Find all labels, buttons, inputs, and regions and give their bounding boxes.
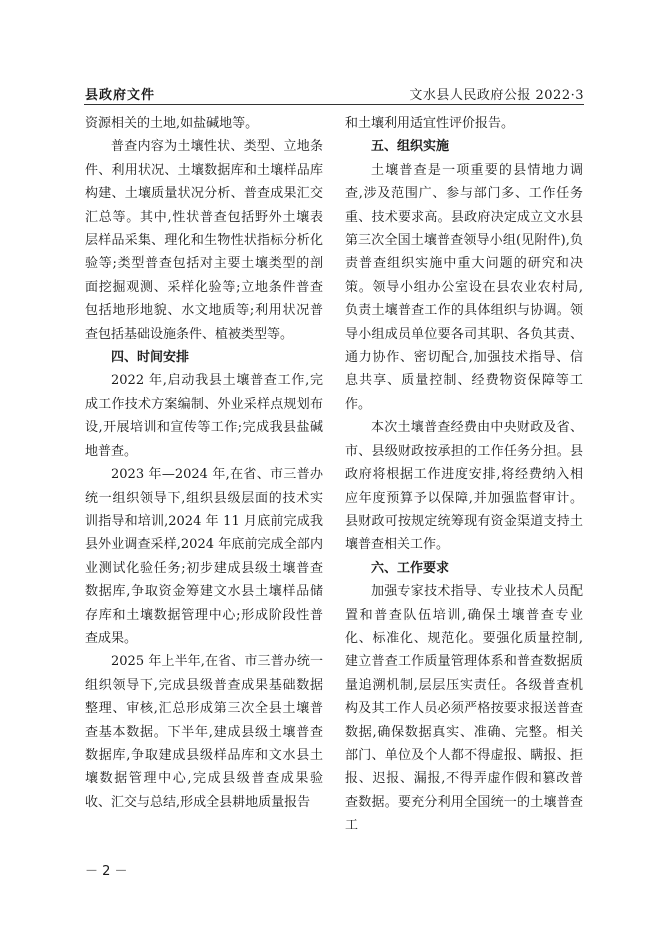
page-number: － 2 － [85, 864, 128, 879]
section-heading: 六、工作要求 [371, 560, 450, 576]
section-heading: 五、组织实施 [371, 139, 450, 155]
header-publication-title: 文水县人民政府公报 2022·3 [409, 88, 584, 103]
paragraph: 2022 年,启动我县土壤普查工作,完成工作技术方案编制、外业采样点规划布设,开展培训和宣传等工作;完成我县盐碱地普查。 [85, 373, 323, 459]
paragraph: 本次土壤普查经费由中央财政及省、市、县级财政按承担的工作任务分担。县政府将根据工作进度安排,将经费纳入相应年度预算予以保障,并加强监督审计。县财政可按规定统筹现有资金渠道支持土壤普查相关工作。 [345, 420, 583, 553]
paragraph: 和土壤利用适宜性评价报告。 [345, 116, 515, 131]
paragraph: 2025 年上半年,在省、市三普办统一组织领导下,完成县级普查成果基础数据整理、审核,汇总形成第三次全县土壤普查基本数据。下半年,建成县级土壤普查数据库,争取建成县级样品库和文水县土壤数据管理中心,完成县级普查成果验收、汇交与总结,形成全县耕地质量报告 [85, 654, 323, 810]
header-divider [84, 104, 584, 105]
paragraph: 普查内容为土壤性状、类型、立地条件、利用状况、土壤数据库和土壤样品库构建、土壤质量状况分析、普查成果汇交汇总等。其中,性状普查包括野外土壤表层样品采集、理化和生物性状指标分析化验等;类型普查包括对主要土壤类型的剖面挖掘观测、采样化验等;立地条件普查包括地形地貌、水文地质等;利用状况普查包括基础设施条件、植被类型等。 [85, 139, 323, 342]
paragraph: 2023 年—2024 年,在省、市三普办统一组织领导下,组织县级层面的技术实训指导和培训,2024 年 11 月底前完成我县外业调查采样,2024 年底前完成全部内业测试化验任务;初步建成县级土壤普查数据库,争取资金筹建文水县土壤样品储存库和土壤数据管理中心;形成阶段性普查成果。 [85, 467, 323, 646]
section-heading: 四、时间安排 [111, 350, 190, 366]
paragraph: 土壤普查是一项重要的县情地力调查,涉及范围广、参与部门多、工作任务重、技术要求高。县政府决定成立文水县第三次全国土壤普查领导小组(见附件),负责普查组织实施中重大问题的研究和决策。领导小组办公室设在县农业农村局,负责土壤普查工作的具体组织与协调。领导小组成员单位要各司其职、各负其责、通力协作、密切配合,加强技术指导、信息共享、质量控制、经费物资保障等工作。 [345, 162, 583, 412]
paragraph: 加强专家技术指导、专业技术人员配置和普查队伍培训,确保土壤普查专业化、标准化、规范化。要强化质量控制,建立普查工作质量管理体系和普查数据质量追溯机制,层层压实责任。各级普查机构及其工作人员必须严格按要求报送普查数据,确保数据真实、准确、完整。相关部门、单位及个人都不得虚报、瞒报、拒报、迟报、漏报,不得弄虚作假和篡改普查数据。要充分利用全国统一的土壤普查工 [345, 584, 583, 834]
right-column [345, 112, 583, 838]
paragraph: 资源相关的土地,如盐碱地等。 [85, 116, 259, 131]
left-column [85, 112, 323, 814]
header-section-title: 县政府文件 [85, 88, 156, 103]
